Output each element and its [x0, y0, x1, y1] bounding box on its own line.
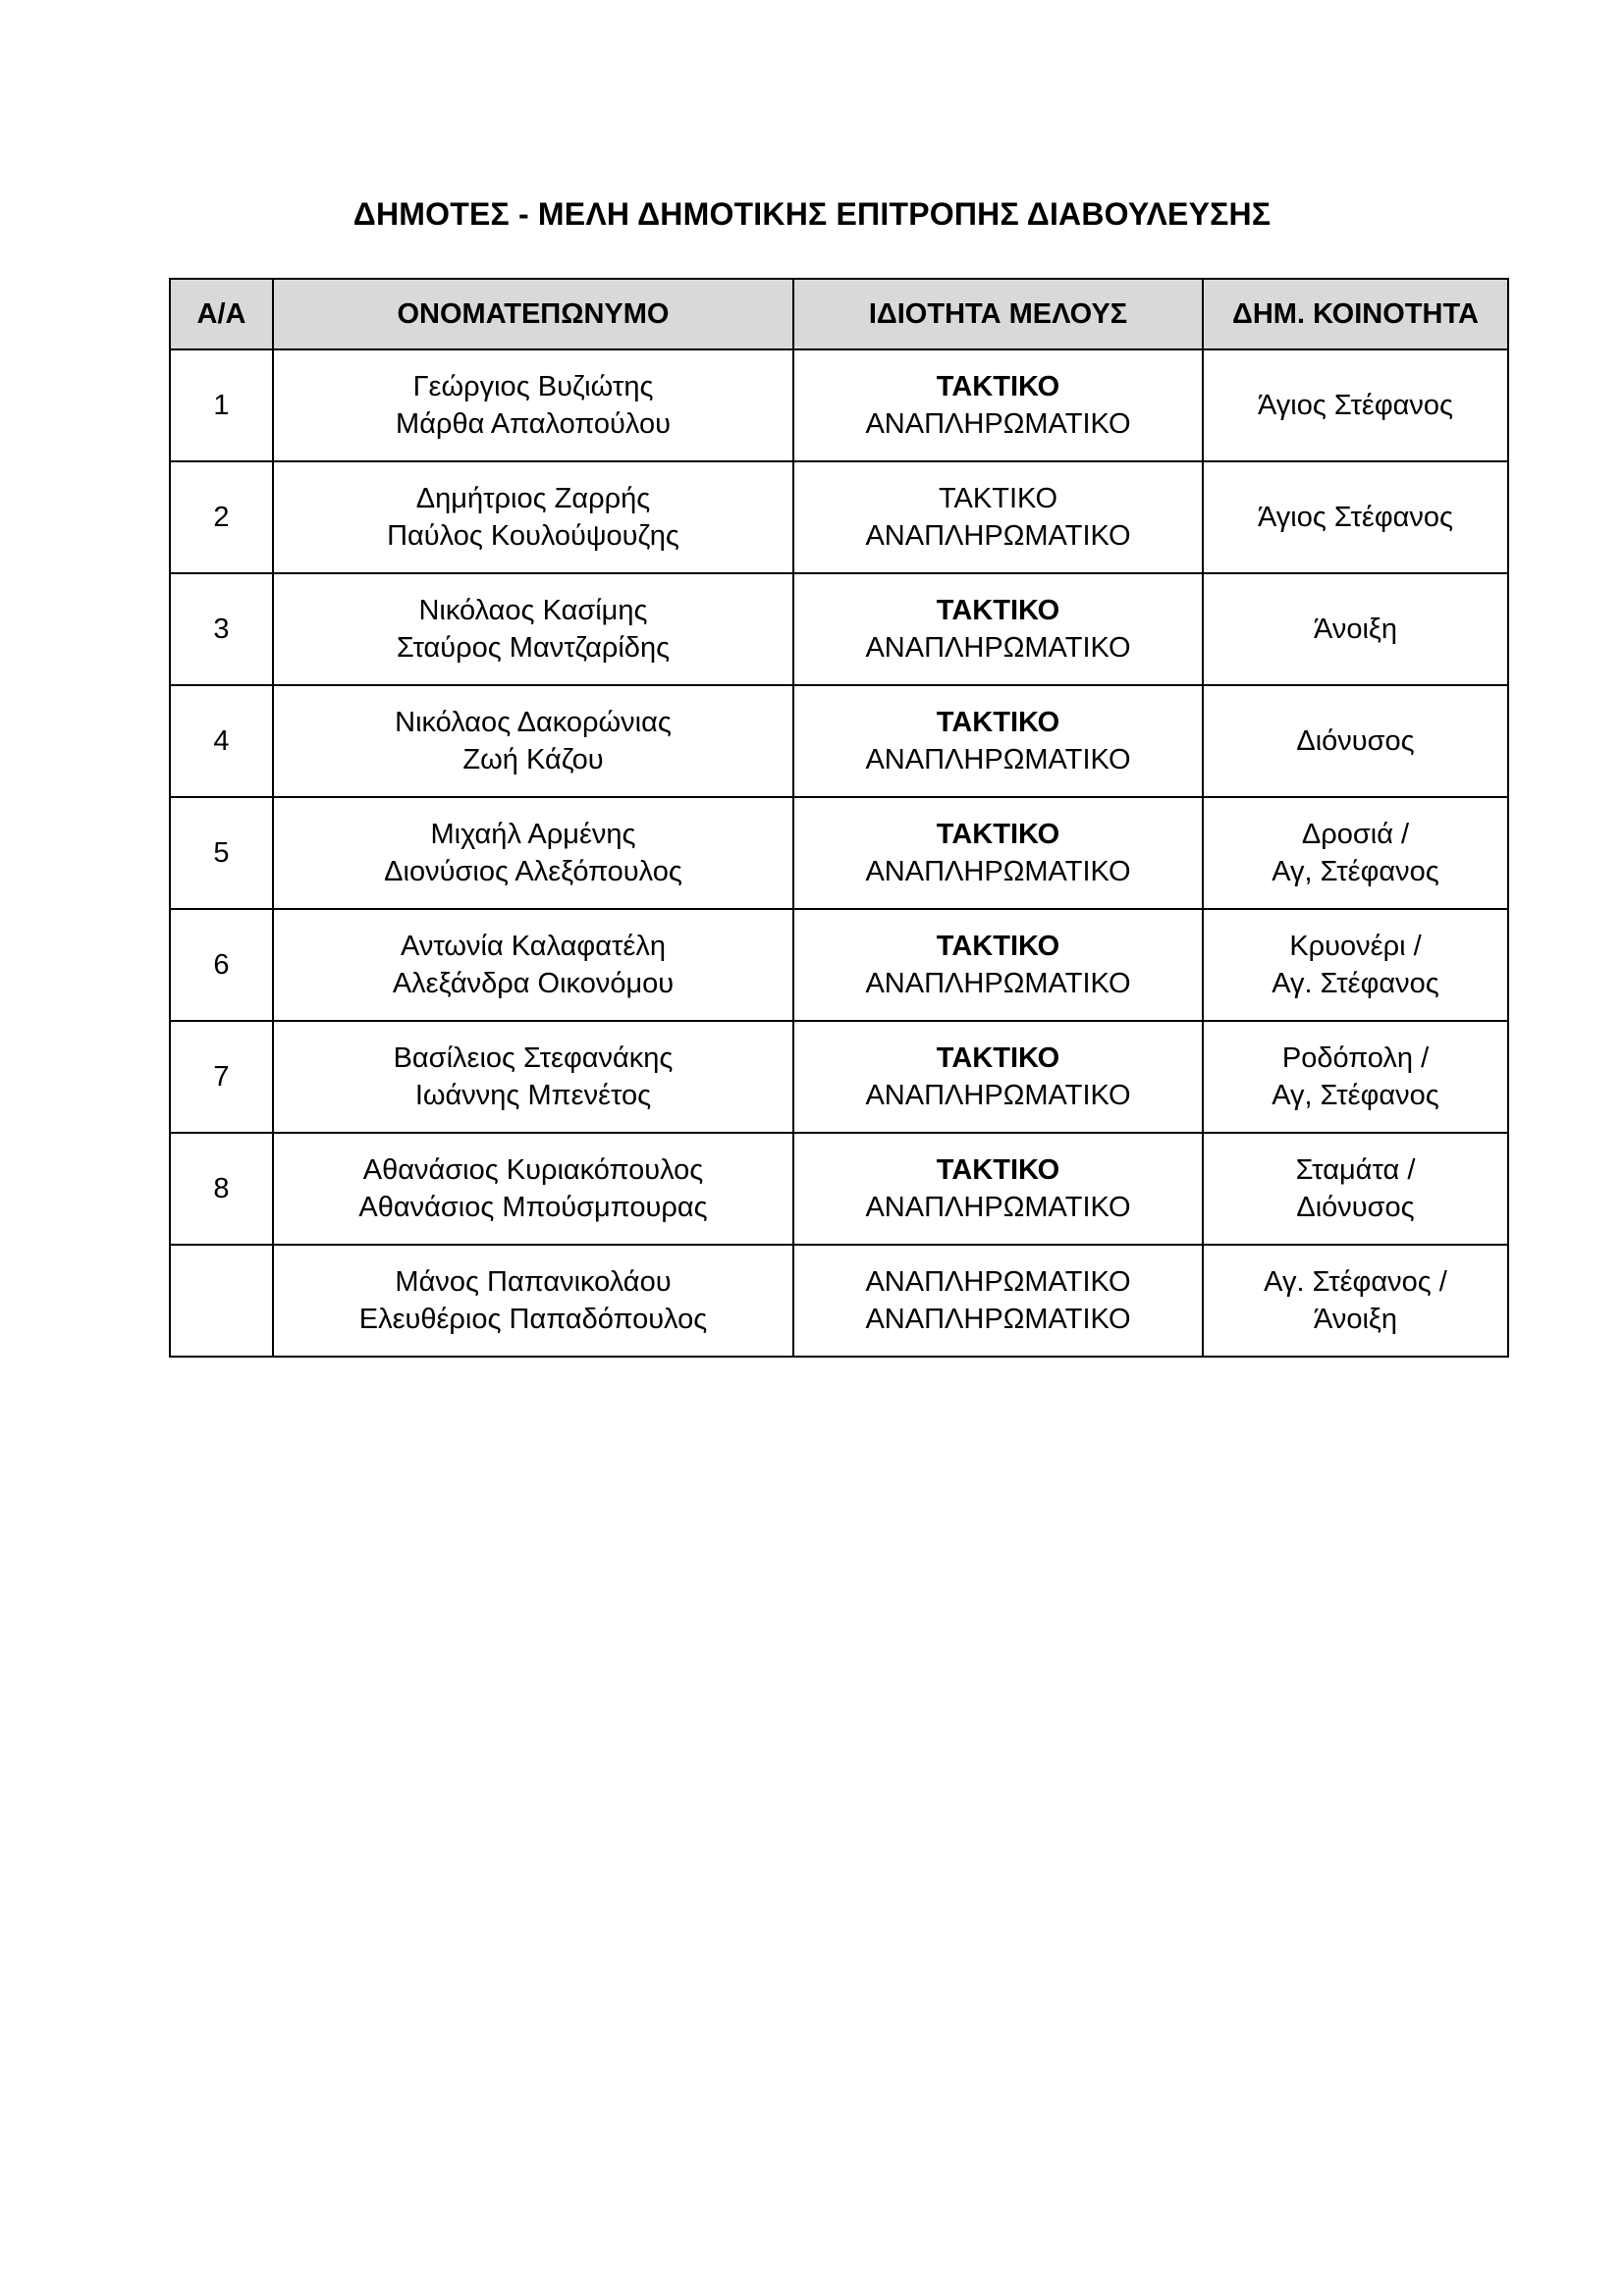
member-role: ΑΝΑΠΛΗΡΩΜΑΤΙΚΟ — [865, 744, 1131, 775]
table-header-row — [170, 279, 1508, 349]
member-name: Νικόλαος Δακορώνιας — [395, 707, 672, 738]
cell-roles — [793, 1021, 1203, 1133]
cell-names — [273, 797, 793, 909]
community-name: Δροσιά / — [1301, 819, 1410, 850]
member-name: Ζωή Κάζου — [462, 744, 604, 775]
member-role: ΑΝΑΠΛΗΡΩΜΑΤΙΚΟ — [865, 968, 1131, 999]
member-name: Μάρθα Απαλοπούλου — [396, 408, 671, 440]
cell-aa — [170, 1245, 273, 1357]
members-table — [169, 278, 1509, 1358]
cell-community — [1203, 349, 1508, 461]
document-title: ΔΗΜΟΤΕΣ - ΜΕΛΗ ΔΗΜΟΤΙΚΗΣ ΕΠΙΤΡΟΠΗΣ ΔΙΑΒΟΥΛΕΥΣΗΣ — [352, 196, 1272, 232]
community-name: Αγ. Στέφανος — [1272, 968, 1439, 999]
cell-roles — [793, 573, 1203, 685]
header-community: ΔΗΜ. ΚΟΙΝΟΤΗΤΑ — [1203, 279, 1508, 349]
community-name: Αγ, Στέφανος — [1272, 856, 1439, 887]
header-role: ΙΔΙΟΤΗΤΑ ΜΕΛΟΥΣ — [793, 279, 1203, 349]
cell-names — [273, 685, 793, 797]
member-name: Παύλος Κουλούψουζης — [387, 520, 679, 552]
cell-aa: 6 — [170, 909, 273, 1021]
table-row — [170, 349, 1508, 461]
community-name: Άγιος Στέφανος — [1257, 502, 1454, 533]
member-name: Αθανάσιος Μπούσμπουρας — [358, 1192, 708, 1223]
member-name: Νικόλαος Κασίμης — [418, 595, 648, 626]
community-name: Ροδόπολη / — [1281, 1042, 1430, 1074]
member-name: Αθανάσιος Κυριακόπουλος — [362, 1154, 704, 1186]
cell-community — [1203, 685, 1508, 797]
cell-names — [273, 1133, 793, 1245]
member-role: ΑΝΑΠΛΗΡΩΜΑΤΙΚΟ — [865, 1080, 1131, 1111]
cell-roles — [793, 349, 1203, 461]
community-name: Αγ. Στέφανος / — [1264, 1266, 1447, 1298]
cell-community — [1203, 797, 1508, 909]
cell-community — [1203, 1133, 1508, 1245]
table-row — [170, 1021, 1508, 1133]
cell-community — [1203, 1021, 1508, 1133]
member-name: Βασίλειος Στεφανάκης — [393, 1042, 674, 1074]
member-role: ΤΑΚΤΙΚΟ — [938, 483, 1058, 514]
member-role: ΤΑΚΤΙΚΟ — [936, 707, 1060, 738]
member-name: Αντωνία Καλαφατέλη — [401, 931, 666, 962]
member-role: ΑΝΑΠΛΗΡΩΜΑΤΙΚΟ — [865, 408, 1131, 440]
member-role: ΑΝΑΠΛΗΡΩΜΑΤΙΚΟ — [865, 1192, 1131, 1223]
header-name: ΟΝΟΜΑΤΕΠΩΝΥΜΟ — [273, 279, 793, 349]
member-role: ΤΑΚΤΙΚΟ — [936, 931, 1060, 962]
cell-names — [273, 1021, 793, 1133]
member-role: ΤΑΚΤΙΚΟ — [936, 595, 1060, 626]
cell-aa: 7 — [170, 1021, 273, 1133]
table-row — [170, 909, 1508, 1021]
member-role: ΤΑΚΤΙΚΟ — [936, 371, 1060, 402]
header-aa: Α/Α — [170, 279, 273, 349]
member-name: Ιωάννης Μπενέτος — [414, 1080, 652, 1111]
member-name: Γεώργιος Βυζιώτης — [412, 371, 654, 402]
community-name: Άγιος Στέφανος — [1257, 390, 1454, 421]
cell-aa: 5 — [170, 797, 273, 909]
member-name: Δημήτριος Ζαρρής — [415, 483, 651, 514]
table-row — [170, 461, 1508, 573]
cell-community — [1203, 1245, 1508, 1357]
member-role: ΑΝΑΠΛΗΡΩΜΑΤΙΚΟ — [865, 856, 1131, 887]
table-row — [170, 685, 1508, 797]
member-name: Μιχαήλ Αρμένης — [430, 819, 636, 850]
member-role: ΤΑΚΤΙΚΟ — [936, 1154, 1060, 1186]
cell-aa: 8 — [170, 1133, 273, 1245]
cell-names — [273, 909, 793, 1021]
cell-community — [1203, 909, 1508, 1021]
community-name: Κρυονέρι / — [1289, 931, 1422, 962]
cell-roles — [793, 461, 1203, 573]
member-role: ΑΝΑΠΛΗΡΩΜΑΤΙΚΟ — [865, 632, 1131, 664]
member-role: ΑΝΑΠΛΗΡΩΜΑΤΙΚΟ — [865, 1304, 1131, 1335]
community-name: Σταμάτα / — [1295, 1154, 1416, 1186]
community-name: Διόνυσος — [1296, 1192, 1415, 1223]
community-name: Άνοιξη — [1313, 614, 1398, 645]
community-name: Διόνυσος — [1296, 725, 1415, 757]
cell-names — [273, 461, 793, 573]
cell-aa: 4 — [170, 685, 273, 797]
cell-roles — [793, 1133, 1203, 1245]
member-name: Διονύσιος Αλεξόπουλος — [384, 856, 682, 887]
member-role: ΑΝΑΠΛΗΡΩΜΑΤΙΚΟ — [865, 1266, 1131, 1298]
table-row — [170, 1245, 1508, 1357]
cell-names — [273, 573, 793, 685]
member-name: Αλεξάνδρα Οικονόμου — [392, 968, 675, 999]
member-role: ΤΑΚΤΙΚΟ — [936, 1042, 1060, 1074]
cell-community — [1203, 573, 1508, 685]
table-row — [170, 797, 1508, 909]
cell-aa: 3 — [170, 573, 273, 685]
cell-names — [273, 1245, 793, 1357]
community-name: Άνοιξη — [1313, 1304, 1398, 1335]
cell-roles — [793, 797, 1203, 909]
member-name: Ελευθέριος Παπαδόπουλος — [358, 1304, 708, 1335]
cell-roles — [793, 1245, 1203, 1357]
cell-aa: 2 — [170, 461, 273, 573]
table-row — [170, 573, 1508, 685]
cell-names — [273, 349, 793, 461]
cell-aa: 1 — [170, 349, 273, 461]
cell-roles — [793, 685, 1203, 797]
cell-community — [1203, 461, 1508, 573]
table-row — [170, 1133, 1508, 1245]
member-name: Μάνος Παπανικολάου — [395, 1266, 672, 1298]
member-role: ΤΑΚΤΙΚΟ — [936, 819, 1060, 850]
member-name: Σταύρος Μαντζαρίδης — [396, 632, 671, 664]
table-body — [170, 349, 1508, 1357]
cell-roles — [793, 909, 1203, 1021]
community-name: Αγ, Στέφανος — [1272, 1080, 1439, 1111]
member-role: ΑΝΑΠΛΗΡΩΜΑΤΙΚΟ — [865, 520, 1131, 552]
